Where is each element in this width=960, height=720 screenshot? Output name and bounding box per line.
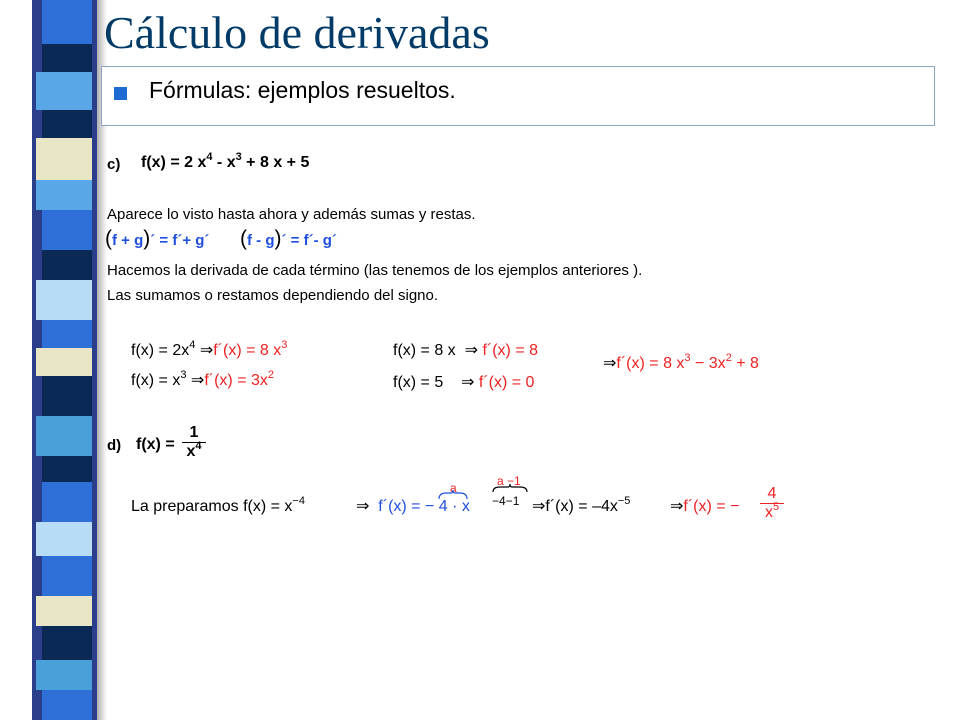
stripe-block xyxy=(36,138,92,180)
rule-diff: (f - g)´ = f´- g´ xyxy=(240,227,337,250)
term1-function: f(x) = 2x xyxy=(131,342,190,359)
implies-icon: ⇒ xyxy=(199,342,214,359)
example-d-function: f(x) = xyxy=(136,436,175,453)
stripe-block xyxy=(36,522,92,556)
stripe-block xyxy=(36,660,92,690)
result-exp3: 3 xyxy=(684,352,691,364)
implies-icon: ⇒ xyxy=(670,498,684,515)
stripe-block xyxy=(36,416,92,456)
rule-sum: (f + g)´ = f´+ g´ xyxy=(105,227,210,250)
step1-text: f´(x) = − 4 · x xyxy=(378,498,470,515)
result-part2: − 3x xyxy=(690,355,726,372)
stripe-block xyxy=(36,180,92,210)
stripe-block xyxy=(42,44,92,72)
term3 xyxy=(393,342,538,360)
stripe-block xyxy=(42,690,92,720)
example-c-line3: Las sumamos o restamos dependiendo del signo. xyxy=(107,287,439,304)
stripe-block xyxy=(42,0,92,44)
example-d-label: d) xyxy=(107,437,122,454)
term1-derivative-exp: 3 xyxy=(281,339,288,351)
stripe-block xyxy=(42,110,92,138)
stripe-block xyxy=(42,556,92,596)
fn-c-exp3: 3 xyxy=(235,151,242,163)
fn-c-part1: f(x) = 2 x xyxy=(141,154,207,171)
term4-function: f(x) = 5 xyxy=(393,374,444,391)
rule-sum-fg: f + g xyxy=(112,232,144,249)
rule-diff-fg: f - g xyxy=(247,232,275,249)
term2-exp: 3 xyxy=(180,369,187,381)
step1 xyxy=(356,498,470,516)
fraction-numerator: 1 xyxy=(189,424,199,441)
brace-a-label: a xyxy=(450,481,457,495)
result-part1: f´(x) = 8 x xyxy=(616,355,685,372)
implies-icon: ⇒ xyxy=(603,355,617,372)
implies-icon: ⇒ xyxy=(532,498,546,515)
denominator-exp: 4 xyxy=(195,440,202,452)
example-d-fraction xyxy=(182,424,206,461)
term4-derivative: f´(x) = 0 xyxy=(478,374,535,391)
fn-c-exp4: 4 xyxy=(206,151,213,163)
term3-derivative: f´(x) = 8 xyxy=(482,342,538,359)
stripe-block xyxy=(36,72,92,110)
term2-derivative: f´(x) = 3x xyxy=(204,372,268,389)
implies-icon: ⇒ xyxy=(460,342,483,359)
term4 xyxy=(393,374,534,392)
example-c-line2: Hacemos la derivada de cada término (las tenemos de los ejemplos anteriores ). xyxy=(107,262,643,279)
stripe-block xyxy=(36,596,92,626)
fn-c-part3: + 8 x + 5 xyxy=(241,154,310,171)
slide-title: Cálculo de derivadas xyxy=(104,7,490,58)
stripe-block xyxy=(36,280,92,320)
term1 xyxy=(131,339,288,361)
prep-line xyxy=(131,495,305,517)
final-denominator xyxy=(764,501,780,522)
subtitle-box xyxy=(101,66,935,126)
prep-exp: −4 xyxy=(292,495,305,507)
final-den-exp: 5 xyxy=(772,501,780,513)
implies-icon: ⇒ xyxy=(356,498,379,515)
step2-text: f´(x) = –4x xyxy=(545,498,618,515)
prep-text: La preparamos f(x) = x xyxy=(131,498,293,515)
stripe-block xyxy=(42,376,92,416)
decorative-stripe xyxy=(32,0,102,720)
denominator-base: x xyxy=(186,443,196,460)
final-numerator: 4 xyxy=(767,485,777,502)
exp-value: −4−1 xyxy=(492,494,520,508)
stripe-block xyxy=(42,626,92,660)
implies-icon: ⇒ xyxy=(190,372,205,389)
final-fraction xyxy=(760,485,784,522)
step2 xyxy=(532,495,631,517)
step3 xyxy=(670,498,739,516)
stripe-block xyxy=(36,348,92,376)
step3-text: f´(x) = − xyxy=(683,498,740,515)
rule-sum-result: ´ = f´+ g´ xyxy=(150,232,210,249)
slide-subtitle: Fórmulas: ejemplos resueltos. xyxy=(149,77,456,103)
stripe-block xyxy=(42,250,92,280)
step2-exp: −5 xyxy=(617,495,631,507)
fn-c-part2: - x xyxy=(212,154,236,171)
example-c-function xyxy=(141,151,310,173)
final-den-base: x xyxy=(764,504,773,521)
term3-function: f(x) = 8 x xyxy=(393,342,456,359)
stripe-block xyxy=(42,320,92,348)
stripe-block xyxy=(42,210,92,250)
example-c-label: c) xyxy=(107,156,121,173)
term2-function: f(x) = x xyxy=(131,372,181,389)
stripe-block xyxy=(42,456,92,482)
brace-exp-label: a −1 xyxy=(497,474,521,488)
example-c-result xyxy=(603,352,759,374)
implies-icon: ⇒ xyxy=(447,374,479,391)
term1-exp: 4 xyxy=(189,339,196,351)
bullet-square-icon xyxy=(114,87,127,100)
result-part3: + 8 xyxy=(731,355,759,372)
term1-derivative: f´(x) = 8 x xyxy=(213,342,282,359)
result-exp2: 2 xyxy=(725,352,732,364)
term2 xyxy=(131,369,275,391)
rule-diff-result: ´ = f´- g´ xyxy=(281,232,337,249)
stripe-block xyxy=(42,482,92,522)
brace-a-icon xyxy=(438,490,468,500)
term2-derivative-exp: 2 xyxy=(267,369,275,381)
example-c-intro: Aparece lo visto hasta ahora y además sumas y restas. xyxy=(107,206,476,223)
fraction-denominator xyxy=(186,440,202,461)
